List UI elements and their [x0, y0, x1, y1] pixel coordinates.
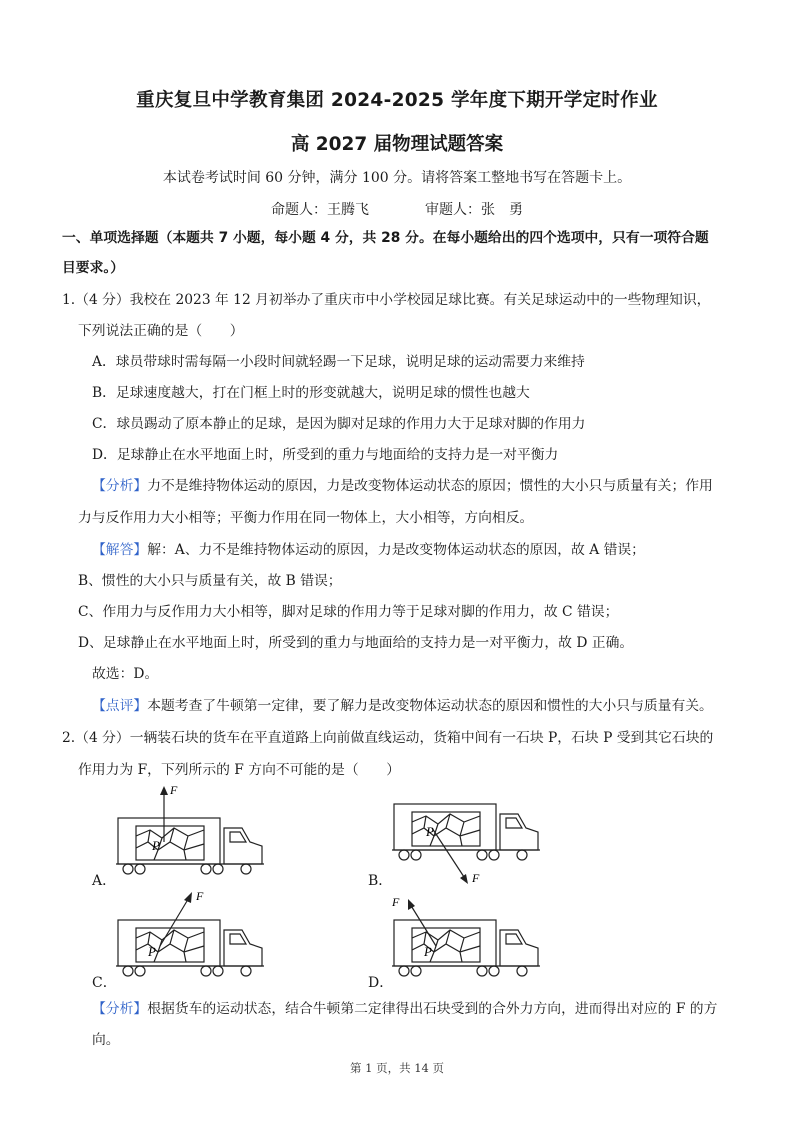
document-title: 重庆复旦中学教育集团 2024-2025 学年度下期开学定时作业 [136, 90, 658, 111]
q1-analysis-line2: 力与反作用力大小相等；平衡力作用在同一物体上，大小相等，方向相反。 [78, 510, 534, 526]
q1-comment: 【点评】本题考查了牛顿第一定律，要了解力是改变物体运动状态的原因和惯性的大小只与质量有关。 [92, 698, 713, 714]
q1-option-b: B．足球速度越大，打在门框上时的形变就越大，说明足球的惯性也越大 [92, 385, 530, 401]
q2-option-b-label: B． [368, 873, 393, 889]
analysis-tag: 【分析】 [92, 478, 148, 494]
svg-text:F: F [392, 895, 400, 909]
exam-note: 本试卷考试时间 60 分钟，满分 100 分。请将答案工整地书写在答题卡上。 [162, 170, 632, 186]
q2-option-a-label: A． [92, 873, 117, 889]
q1-stem-line1: 1.（4 分）我校在 2023 年 12 月初举办了重庆市中小学校园足球比赛。有关足球运动中的一些物理知识， [62, 292, 711, 308]
q2-analysis-line2: 向。 [92, 1032, 120, 1048]
section-heading [62, 223, 732, 283]
analysis-tag: 【分析】 [92, 1001, 148, 1017]
force-arrow-d [410, 904, 436, 946]
q1-option-c: C．球员踢动了原本静止的足球，是因为脚对足球的作用力大于足球对脚的作用力 [92, 416, 586, 432]
exam-authors: 命题人：王腾飞 审题人：张 勇 [271, 202, 523, 218]
truck-cargo-box [118, 818, 220, 864]
q1-solution-line4: D、足球静止在水平地面上时，所受到的重力与地面给的支持力是一对平衡力，故 D 正确。 [78, 635, 634, 651]
page-footer: 第 1 页，共 14 页 [349, 1061, 445, 1075]
q2-analysis-line1: 【分析】根据货车的运动状态，结合牛顿第二定律得出石块受到的合外力方向，进而得出对应的 F 的方 [92, 1001, 718, 1017]
comment-tag: 【点评】 [92, 698, 148, 714]
q1-solution-line3: C、作用力与反作用力大小相等，脚对足球的作用力等于足球对脚的作用力，故 C 错误； [78, 604, 619, 620]
svg-text:F: F [196, 889, 204, 903]
truck-diagram-a [114, 784, 274, 884]
truck-diagram-b [390, 802, 550, 892]
section-heading-line1: 一、单项选择题（本题共 7 小题，每小题 4 分，共 28 分。在每小题给出的四个选项中，只有一项符合题 [62, 230, 709, 246]
block-label: P [152, 838, 160, 853]
section-heading-line2: 目要求。） [62, 260, 125, 276]
svg-text:P: P [148, 944, 156, 959]
q2-option-d-label: D． [368, 975, 394, 991]
svg-text:F: F [472, 871, 480, 885]
force-arrow-c [160, 896, 190, 946]
document-subtitle: 高 2027 届物理试题答案 [290, 134, 504, 155]
q1-option-a: A．球员带球时需每隔一小段时间就轻踢一下足球，说明足球的运动需要力来维持 [92, 354, 585, 370]
truck-diagram-d [390, 886, 550, 986]
truck-diagram-c [114, 886, 274, 986]
svg-text:P: P [426, 824, 434, 839]
q1-solution-line1: 【解答】解：A、力不是维持物体运动的原因，力是改变物体运动状态的原因，故 A 错误； [92, 542, 645, 558]
svg-text:P: P [424, 944, 432, 959]
q1-answer: 故选：D。 [92, 666, 159, 682]
q1-analysis-line1: 【分析】力不是维持物体运动的原因，力是改变物体运动状态的原因；惯性的大小只与质量有关；作用 [92, 478, 713, 494]
q1-stem-line2: 下列说法正确的是（ ） [78, 323, 244, 339]
q2-stem-line1: 2.（4 分）一辆装石块的货车在平直道路上向前做直线运动，货箱中间有一石块 P，石块 P 受到其它石块的 [62, 730, 714, 746]
q2-option-c-label: C． [92, 975, 117, 991]
q1-option-d: D．足球静止在水平地面上时，所受到的重力与地面给的支持力是一对平衡力 [92, 447, 559, 463]
q2-stem-line2: 作用力为 F，下列所示的 F 方向不可能的是（ ） [78, 762, 401, 778]
solution-tag: 【解答】 [92, 542, 148, 558]
q1-solution-line2: B、惯性的大小只与质量有关，故 B 错误； [78, 573, 342, 589]
force-label: F [170, 784, 178, 797]
